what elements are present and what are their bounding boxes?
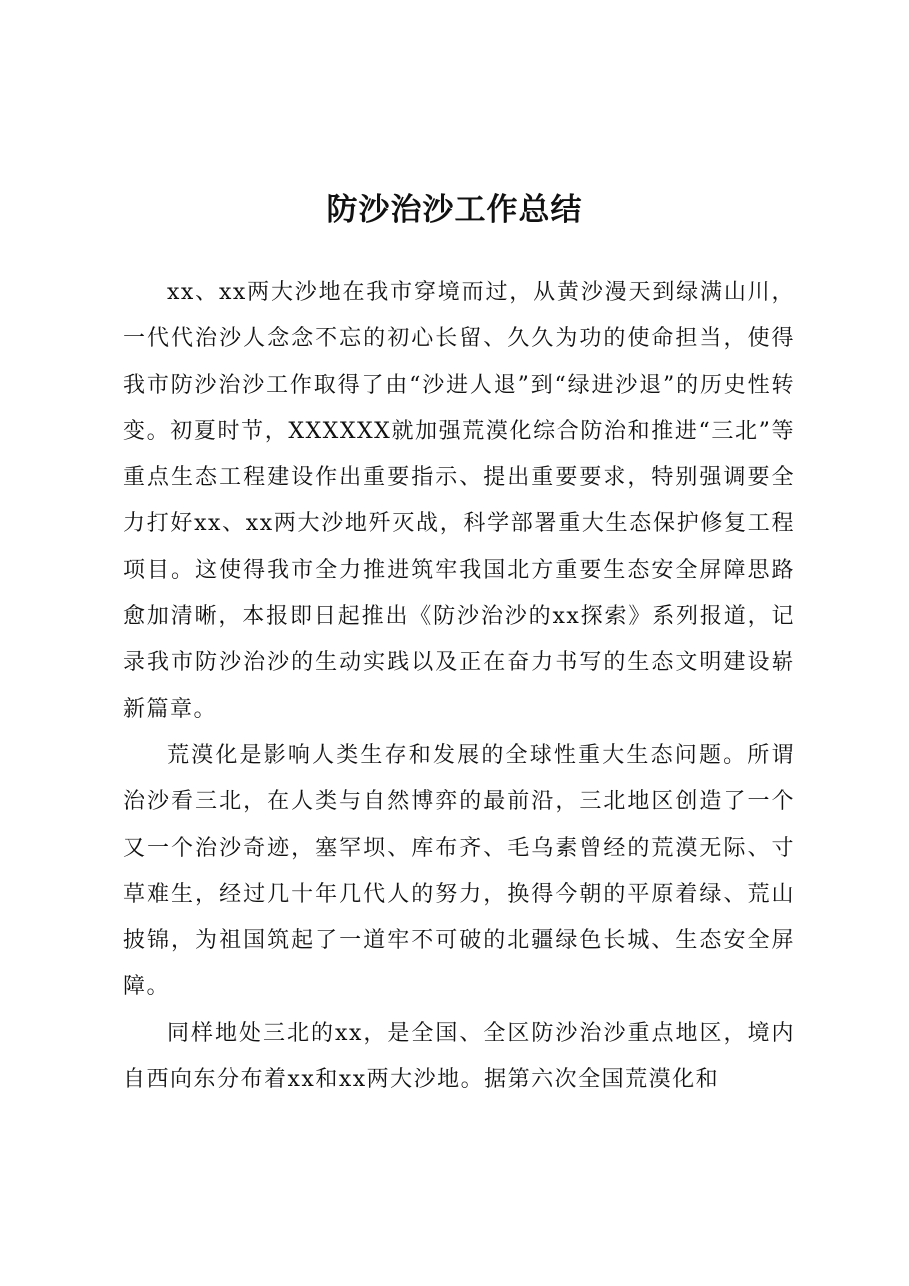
paragraph-3: 同样地处三北的xx，是全国、全区防沙治沙重点地区，境内自西向东分布着xx和xx两大沙地。据第六次全国荒漠化和: [123, 1020, 795, 1093]
document-title: 防沙治沙工作总结: [326, 192, 583, 228]
document-body: [123, 270, 795, 1103]
paragraph-1: xx、xx两大沙地在我市穿境而过，从黄沙漫天到绿满山川，一代代治沙人念念不忘的初心长留、久久为功的使命担当，使得我市防沙治沙工作取得了由“沙进人退”到“绿进沙退”的历史性转变。初夏时节，XXXXXX就加强荒漠化综合防治和推进“三北”等重点生态工程建设作出重要指示、提出重要要求，特别强调要全力打好xx、xx两大沙地歼灭战，科学部署重大生态保护修复工程项目。这使得我市全力推进筑牢我国北方重要生态安全屏障思路愈加清晰，本报即日起推出《防沙治沙的xx探索》系列报道，记录我市防沙治沙的生动实践以及正在奋力书写的生态文明建设崭新篇章。: [123, 280, 795, 722]
paragraph-2: 荒漠化是影响人类生存和发展的全球性重大生态问题。所谓治沙看三北，在人类与自然博弈的最前沿，三北地区创造了一个又一个治沙奇迹，塞罕坝、库布齐、毛乌素曾经的荒漠无际、寸草难生，经过几十年几代人的努力，换得今朝的平原着绿、荒山披锦，为祖国筑起了一道牢不可破的北疆绿色长城、生态安全屏障。: [123, 742, 795, 1000]
